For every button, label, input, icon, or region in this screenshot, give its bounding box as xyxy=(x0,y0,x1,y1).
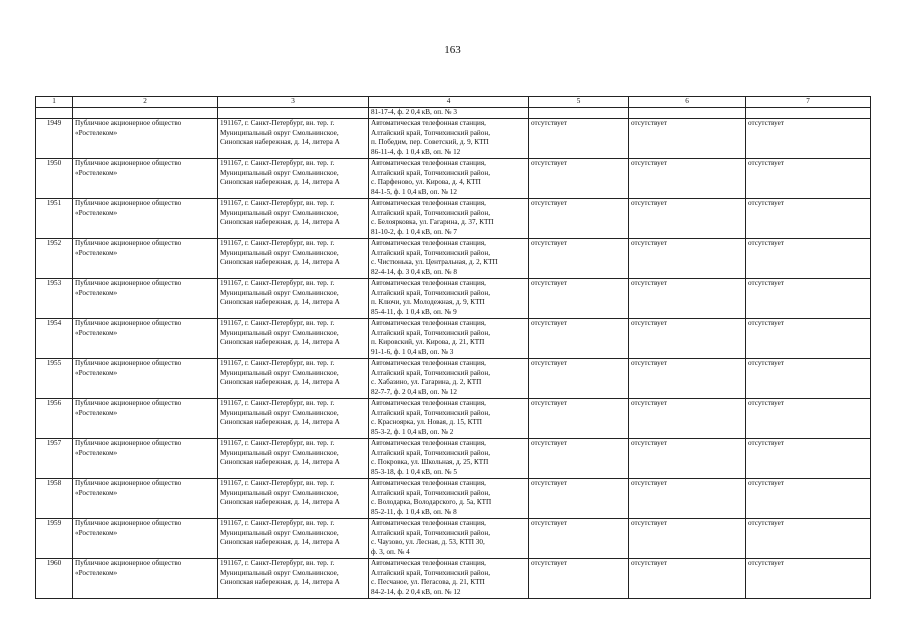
address-cell-line: Муниципальный округ Смольнинское, xyxy=(220,248,339,257)
organization-cell xyxy=(73,439,218,479)
object-cell xyxy=(369,319,529,359)
object-cell-line: ф. 3, оп. № 4 xyxy=(371,547,410,556)
address-cell xyxy=(218,159,369,199)
address-cell-line: 191167, г. Санкт-Петербург, вн. тер. г. xyxy=(220,359,335,367)
status-cell-6: отсутствует xyxy=(629,359,746,399)
address-cell-line: 191167, г. Санкт-Петербург, вн. тер. г. xyxy=(220,279,335,287)
address-cell-line: 191167, г. Санкт-Петербург, вн. тер. г. xyxy=(220,319,335,327)
status-cell-6: отсутствует xyxy=(629,399,746,439)
status-cell-6: отсутствует xyxy=(629,519,746,559)
object-cell-line: 85-3-18, ф. 1 0,4 кВ, оп. № 5 xyxy=(371,467,457,476)
organization-cell-line: Публичное акционерное общество xyxy=(75,239,182,247)
status-cell-7: отсутствует xyxy=(746,239,871,279)
address-cell xyxy=(218,559,369,599)
object-cell-line: Алтайский край, Топчихинский район, xyxy=(371,128,491,137)
object-cell-line: Автоматическая телефонная станция, xyxy=(371,199,486,207)
status-cell-5: отсутствует xyxy=(529,479,629,519)
column-header: 2 xyxy=(73,97,218,108)
table-row xyxy=(36,319,871,359)
address-cell xyxy=(218,399,369,439)
address-cell xyxy=(218,359,369,399)
status-cell-6: отсутствует xyxy=(629,159,746,199)
organization-cell-line: «Ростелеком» xyxy=(75,208,118,217)
object-cell-line: Автоматическая телефонная станция, xyxy=(371,399,486,407)
address-cell xyxy=(218,519,369,559)
address-cell-line: Синопская набережная, д. 14, литера А xyxy=(220,138,340,147)
column-header: 5 xyxy=(529,97,629,108)
status-cell-5: отсутствует xyxy=(529,119,629,159)
status-cell-7: отсутствует xyxy=(746,119,871,159)
organization-cell xyxy=(73,359,218,399)
organization-cell-line: «Ростелеком» xyxy=(75,248,118,257)
object-cell-line: Алтайский край, Топчихинский район, xyxy=(371,448,491,457)
object-cell-line: Автоматическая телефонная станция, xyxy=(371,119,486,127)
address-cell-line: Синопская набережная, д. 14, литера А xyxy=(220,378,340,387)
status-cell-6: отсутствует xyxy=(629,199,746,239)
table-row xyxy=(36,239,871,279)
object-cell-line: Автоматическая телефонная станция, xyxy=(371,559,486,567)
column-header: 7 xyxy=(746,97,871,108)
object-cell xyxy=(369,399,529,439)
organization-cell-line: Публичное акционерное общество xyxy=(75,159,182,167)
organization-cell xyxy=(73,559,218,599)
address-cell-line: Муниципальный округ Смольнинское, xyxy=(220,488,339,497)
address-cell-line: 191167, г. Санкт-Петербург, вн. тер. г. xyxy=(220,159,335,167)
object-cell xyxy=(369,239,529,279)
object-cell xyxy=(369,199,529,239)
organization-cell xyxy=(73,119,218,159)
header-row xyxy=(36,97,871,108)
object-cell-line: Алтайский край, Топчихинский район, xyxy=(371,288,491,297)
row-number: 1958 xyxy=(36,479,73,519)
address-cell-line: Муниципальный округ Смольнинское, xyxy=(220,528,339,537)
status-cell-5: отсутствует xyxy=(529,279,629,319)
organization-cell-line: «Ростелеком» xyxy=(75,288,118,297)
object-cell-line: 85-4-11, ф. 1 0,4 кВ, оп. № 9 xyxy=(371,307,457,316)
object-cell-line: с. Володарка, Володарского, д. 5а, КТП xyxy=(371,498,492,507)
object-cell-line: 85-2-11, ф. 1 0,4 кВ, оп. № 8 xyxy=(371,507,457,516)
address-cell-line: 191167, г. Санкт-Петербург, вн. тер. г. xyxy=(220,119,335,127)
table-row xyxy=(36,559,871,599)
status-cell-6: отсутствует xyxy=(629,279,746,319)
row-number: 1951 xyxy=(36,199,73,239)
row-number: 1957 xyxy=(36,439,73,479)
object-cell-line: п. Ключи, ул. Молодежная, д. 9, КТП xyxy=(371,298,485,307)
row-number: 1952 xyxy=(36,239,73,279)
continuation-row xyxy=(36,108,871,119)
object-cell-line: Алтайский край, Топчихинский район, xyxy=(371,328,491,337)
address-cell xyxy=(218,119,369,159)
address-cell xyxy=(218,279,369,319)
status-cell-5: отсутствует xyxy=(529,159,629,199)
table-row xyxy=(36,159,871,199)
object-cell-line: Алтайский край, Топчихинский район, xyxy=(371,168,491,177)
status-cell-5: отсутствует xyxy=(529,399,629,439)
column-header: 6 xyxy=(629,97,746,108)
row-number: 1949 xyxy=(36,119,73,159)
organization-cell-line: Публичное акционерное общество xyxy=(75,319,182,327)
status-cell-7: отсутствует xyxy=(746,479,871,519)
address-cell-line: Муниципальный округ Смольнинское, xyxy=(220,408,339,417)
address-cell xyxy=(218,199,369,239)
object-cell-line: с. Белоярковка, ул. Гагарина, д. 37, КТП xyxy=(371,218,494,227)
object-cell-line: с. Хабазино, ул. Гагарина, д. 2, КТП xyxy=(371,378,482,387)
object-cell-line: 84-2-14, ф. 2 0,4 кВ, оп. № 12 xyxy=(371,587,461,596)
organization-cell-line: Публичное акционерное общество xyxy=(75,399,182,407)
row-number: 1956 xyxy=(36,399,73,439)
organization-cell-line: «Ростелеком» xyxy=(75,448,118,457)
status-cell-6: отсутствует xyxy=(629,479,746,519)
organization-cell-line: «Ростелеком» xyxy=(75,328,118,337)
page-number: 163 xyxy=(444,44,461,56)
organization-cell xyxy=(73,199,218,239)
organization-cell-line: «Ростелеком» xyxy=(75,168,118,177)
object-cell-line: 85-3-2, ф. 1 0,4 кВ, оп. № 2 xyxy=(371,427,454,436)
table-row xyxy=(36,399,871,439)
row-number: 1950 xyxy=(36,159,73,199)
object-cell-line: Автоматическая телефонная станция, xyxy=(371,279,486,287)
address-cell-line: Синопская набережная, д. 14, литера А xyxy=(220,298,340,307)
object-cell-line: 86-11-4, ф. 1 0,4 кВ, оп. № 12 xyxy=(371,147,461,156)
address-cell-line: Синопская набережная, д. 14, литера А xyxy=(220,538,340,547)
address-cell-line: Муниципальный округ Смольнинское, xyxy=(220,448,339,457)
table-row xyxy=(36,279,871,319)
address-cell-line: Муниципальный округ Смольнинское, xyxy=(220,288,339,297)
address-cell-line: Синопская набережная, д. 14, литера А xyxy=(220,178,340,187)
object-cell-line: Алтайский край, Топчихинский район, xyxy=(371,208,491,217)
status-cell-7: отсутствует xyxy=(746,199,871,239)
status-cell-7: отсутствует xyxy=(746,559,871,599)
object-cell-line: Автоматическая телефонная станция, xyxy=(371,159,486,167)
address-cell xyxy=(218,319,369,359)
object-cell-line: Автоматическая телефонная станция, xyxy=(371,319,486,327)
object-cell-line: с. Покровка, ул. Школьная, д. 25, КТП xyxy=(371,458,489,467)
status-cell-5: отсутствует xyxy=(529,519,629,559)
status-cell-7: отсутствует xyxy=(746,279,871,319)
address-cell-line: Синопская набережная, д. 14, литера А xyxy=(220,578,340,587)
address-cell-line: Синопская набережная, д. 14, литера А xyxy=(220,218,340,227)
organization-cell-line: Публичное акционерное общество xyxy=(75,119,182,127)
status-cell-5: отсутствует xyxy=(529,239,629,279)
address-cell-line: Синопская набережная, д. 14, литера А xyxy=(220,498,340,507)
status-cell-7: отсутствует xyxy=(746,319,871,359)
address-cell-line: 191167, г. Санкт-Петербург, вн. тер. г. xyxy=(220,239,335,247)
object-cell-line: Автоматическая телефонная станция, xyxy=(371,479,486,487)
row-number: 1953 xyxy=(36,279,73,319)
row-number: 1954 xyxy=(36,319,73,359)
organization-cell-line: Публичное акционерное общество xyxy=(75,279,182,287)
object-cell-line: Автоматическая телефонная станция, xyxy=(371,439,486,447)
organization-cell-line: Публичное акционерное общество xyxy=(75,439,182,447)
continuation-cell: 81-17-4, ф. 2 0,4 кВ, оп. № 3 xyxy=(369,108,529,119)
object-cell-line: с. Парфеново, ул. Кирова, д. 4, КТП xyxy=(371,178,481,187)
column-header: 3 xyxy=(218,97,369,108)
organization-cell-line: «Ростелеком» xyxy=(75,488,118,497)
address-cell-line: 191167, г. Санкт-Петербург, вн. тер. г. xyxy=(220,479,335,487)
organization-cell xyxy=(73,159,218,199)
object-cell-line: Алтайский край, Топчихинский район, xyxy=(371,408,491,417)
organization-cell xyxy=(73,399,218,439)
object-cell-line: Алтайский край, Топчихинский район, xyxy=(371,528,491,537)
address-cell xyxy=(218,439,369,479)
table-row xyxy=(36,519,871,559)
address-cell xyxy=(218,479,369,519)
status-cell-6: отсутствует xyxy=(629,239,746,279)
status-cell-6: отсутствует xyxy=(629,439,746,479)
object-cell-line: п. Победим, пер. Советский, д. 9, КТП xyxy=(371,138,489,147)
registry-table xyxy=(35,96,871,599)
table-row xyxy=(36,359,871,399)
address-cell-line: Синопская набережная, д. 14, литера А xyxy=(220,338,340,347)
object-cell xyxy=(369,519,529,559)
object-cell-line: 81-10-2, ф. 1 0,4 кВ, оп. № 7 xyxy=(371,227,457,236)
organization-cell-line: Публичное акционерное общество xyxy=(75,559,182,567)
status-cell-6: отсутствует xyxy=(629,559,746,599)
address-cell-line: 191167, г. Санкт-Петербург, вн. тер. г. xyxy=(220,199,335,207)
row-number: 1959 xyxy=(36,519,73,559)
address-cell-line: Муниципальный округ Смольнинское, xyxy=(220,128,339,137)
table-row xyxy=(36,119,871,159)
organization-cell-line: Публичное акционерное общество xyxy=(75,519,182,527)
object-cell xyxy=(369,119,529,159)
address-cell-line: Муниципальный округ Смольнинское, xyxy=(220,168,339,177)
object-cell-line: Алтайский край, Топчихинский район, xyxy=(371,248,491,257)
object-cell xyxy=(369,559,529,599)
object-cell-line: с. Красноярка, ул. Новая, д. 15, КТП xyxy=(371,418,482,427)
organization-cell-line: «Ростелеком» xyxy=(75,128,118,137)
object-cell xyxy=(369,359,529,399)
column-header: 4 xyxy=(369,97,529,108)
organization-cell-line: Публичное акционерное общество xyxy=(75,199,182,207)
row-number: 1955 xyxy=(36,359,73,399)
organization-cell-line: Публичное акционерное общество xyxy=(75,359,182,367)
address-cell-line: Муниципальный округ Смольнинское, xyxy=(220,568,339,577)
object-cell xyxy=(369,479,529,519)
object-cell-line: Автоматическая телефонная станция, xyxy=(371,239,486,247)
organization-cell-line: «Ростелеком» xyxy=(75,368,118,377)
address-cell-line: 191167, г. Санкт-Петербург, вн. тер. г. xyxy=(220,439,335,447)
status-cell-6: отсутствует xyxy=(629,119,746,159)
table-row xyxy=(36,479,871,519)
object-cell-line: Алтайский край, Топчихинский район, xyxy=(371,568,491,577)
object-cell-line: 82-7-7, ф. 2 0,4 кВ, оп. № 12 xyxy=(371,387,457,396)
status-cell-7: отсутствует xyxy=(746,359,871,399)
organization-cell xyxy=(73,239,218,279)
object-cell-line: 91-1-6, ф. 1 0,4 кВ, оп. № 3 xyxy=(371,347,454,356)
registry-body xyxy=(36,108,871,599)
address-cell-line: 191167, г. Санкт-Петербург, вн. тер. г. xyxy=(220,559,335,567)
address-cell-line: Муниципальный округ Смольнинское, xyxy=(220,328,339,337)
address-cell-line: Синопская набережная, д. 14, литера А xyxy=(220,458,340,467)
address-cell-line: 191167, г. Санкт-Петербург, вн. тер. г. xyxy=(220,399,335,407)
status-cell-5: отсутствует xyxy=(529,439,629,479)
object-cell-line: с. Чаузово, ул. Лесная, д. 53, КТП 30, xyxy=(371,538,485,547)
organization-cell xyxy=(73,279,218,319)
status-cell-7: отсутствует xyxy=(746,159,871,199)
object-cell-line: 84-1-5, ф. 1 0,4 кВ, оп. № 12 xyxy=(371,187,457,196)
status-cell-5: отсутствует xyxy=(529,199,629,239)
object-cell-line: Алтайский край, Топчихинский район, xyxy=(371,488,491,497)
address-cell-line: Муниципальный округ Смольнинское, xyxy=(220,208,339,217)
object-cell xyxy=(369,159,529,199)
object-cell-line: Автоматическая телефонная станция, xyxy=(371,359,486,367)
object-cell-line: Автоматическая телефонная станция, xyxy=(371,519,486,527)
status-cell-6: отсутствует xyxy=(629,319,746,359)
column-header: 1 xyxy=(36,97,73,108)
organization-cell-line: «Ростелеком» xyxy=(75,568,118,577)
status-cell-5: отсутствует xyxy=(529,559,629,599)
object-cell-line: п. Кировский, ул. Кирова, д. 21, КТП xyxy=(371,338,485,347)
status-cell-7: отсутствует xyxy=(746,519,871,559)
organization-cell xyxy=(73,479,218,519)
address-cell-line: Синопская набережная, д. 14, литера А xyxy=(220,418,340,427)
object-cell-line: Алтайский край, Топчихинский район, xyxy=(371,368,491,377)
status-cell-7: отсутствует xyxy=(746,439,871,479)
object-cell-line: с. Чистюнька, ул. Центральная, д. 2, КТП xyxy=(371,258,498,267)
address-cell-line: 191167, г. Санкт-Петербург, вн. тер. г. xyxy=(220,519,335,527)
table-row xyxy=(36,439,871,479)
status-cell-5: отсутствует xyxy=(529,359,629,399)
address-cell-line: Муниципальный округ Смольнинское, xyxy=(220,368,339,377)
row-number: 1960 xyxy=(36,559,73,599)
status-cell-7: отсутствует xyxy=(746,399,871,439)
object-cell xyxy=(369,439,529,479)
organization-cell-line: «Ростелеком» xyxy=(75,408,118,417)
object-cell-line: с. Песчаное, ул. Пегасова, д. 21, КТП xyxy=(371,578,485,587)
object-cell xyxy=(369,279,529,319)
address-cell xyxy=(218,239,369,279)
organization-cell xyxy=(73,319,218,359)
organization-cell xyxy=(73,519,218,559)
organization-cell-line: «Ростелеком» xyxy=(75,528,118,537)
organization-cell-line: Публичное акционерное общество xyxy=(75,479,182,487)
table-row xyxy=(36,199,871,239)
status-cell-5: отсутствует xyxy=(529,319,629,359)
address-cell-line: Синопская набережная, д. 14, литера А xyxy=(220,258,340,267)
object-cell-line: 82-4-14, ф. 3 0,4 кВ, оп. № 8 xyxy=(371,267,457,276)
